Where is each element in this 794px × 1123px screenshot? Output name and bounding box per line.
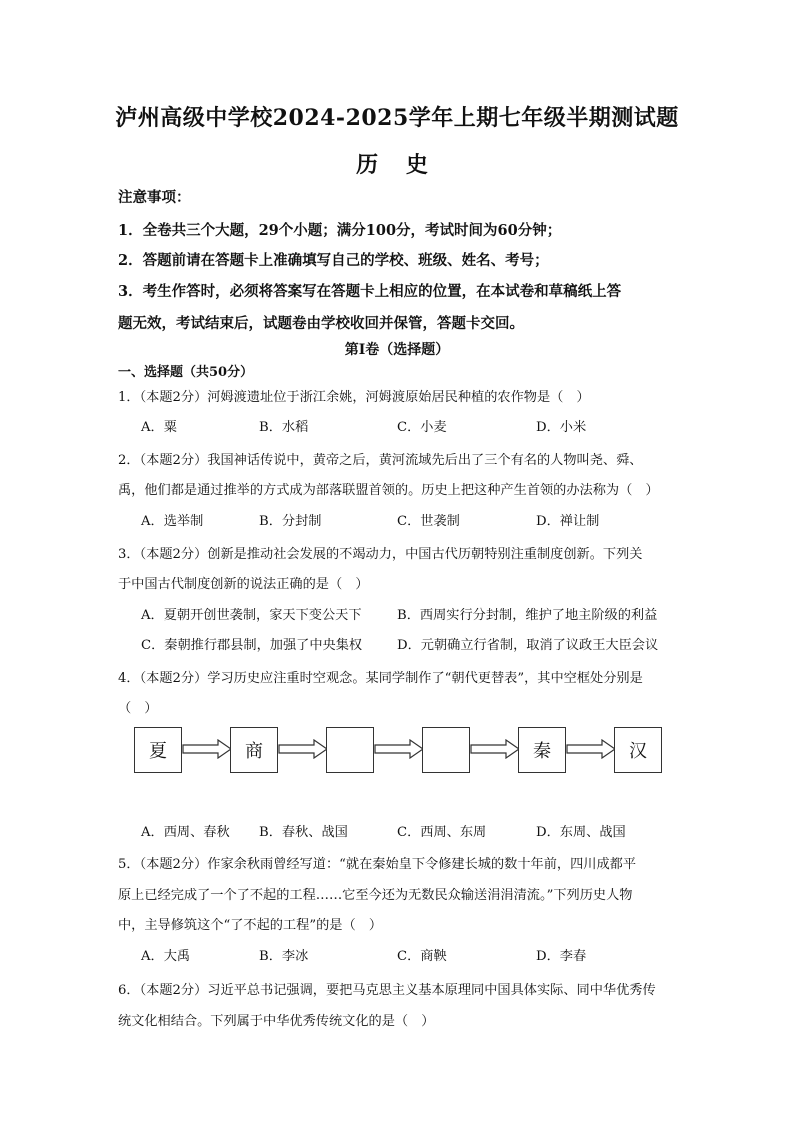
question-4-text: （ ） [118,701,158,716]
question-5-text: 原上已经完成了一个了不起的工程……它至今还为无数民众输送涓涓清流。”下列历史人物 [118,888,633,903]
question-2-text: 2．（本题2分）我国神话传说中，黄帝之后，黄河流域先后出了三个有名的人物叫尧、舜、 [118,453,643,468]
notice-line: 2．答题前请在答题卡上准确填写自己的学校、班级、姓名、考号； [118,252,549,269]
question-6-text: 统文化相结合。下列属于中华优秀传统文化的是（ ） [118,1014,435,1029]
flow-box-blank-1 [326,727,374,773]
q3-option-c: C．秦朝推行郡县制，加强了中央集权 [141,638,363,653]
arrow-right-icon [566,739,616,759]
part-title: 一、选择题（共50分） [118,365,254,380]
notice-line: 3．考生作答时，必须将答案写在答题卡上相应的位置，在本试卷和草稿纸上答 [118,283,622,300]
question-2-text: 禹，他们都是通过推举的方式成为部落联盟首领的。历史上把这种产生首领的办法称为（ ） [118,483,659,498]
flow-box-shang: 商 [230,727,278,773]
q4-option-a: A．西周、春秋 [141,825,230,840]
question-5-text: 5．（本题2分）作家余秋雨曾经写道：“就在秦始皇下令修建长城的数十年前，四川成都平 [118,857,637,872]
notice-heading: 注意事项： [118,189,191,206]
q2-option-a: A．选举制 [141,514,204,529]
question-3-text: 3．（本题2分）创新是推动社会发展的不竭动力，中国古代历朝特别注重制度创新。下列关 [118,547,643,562]
flow-box-blank-2 [422,727,470,773]
q3-option-a: A．夏朝开创世袭制，家天下变公天下 [141,608,362,623]
notice-line: 1．全卷共三个大题，29个小题；满分100分，考试时间为60分钟； [118,222,562,239]
arrow-right-icon [374,739,424,759]
question-6-text: 6．（本题2分）习近平总书记强调，要把马克思主义基本原理同中国具体实际、同中华优秀传 [118,983,656,998]
question-4-text: 4．（本题2分）学习历史应注重时空观念。某同学制作了“朝代更替表”，其中空框处分别是 [118,671,643,686]
q3-option-b: B．西周实行分封制，维护了地主阶级的利益 [397,608,658,623]
q1-option-a: A．粟 [141,420,177,435]
q1-option-d: D．小米 [536,420,587,435]
flow-box-qin: 秦 [518,727,566,773]
arrow-right-icon [182,739,232,759]
q4-option-d: D．东周、战国 [536,825,626,840]
q5-option-d: D．李春 [536,949,587,964]
q5-option-a: A．大禹 [141,949,191,964]
q1-option-c: C．小麦 [397,420,447,435]
section-title: 第Ⅰ卷（选择题） [344,342,450,358]
arrow-right-icon [470,739,520,759]
q2-option-d: D．禅让制 [536,514,600,529]
q1-option-b: B．水稻 [259,420,309,435]
flow-box-han: 汉 [614,727,662,773]
q3-option-d: D．元朝确立行省制，取消了议政王大臣会议 [397,638,659,653]
q2-option-b: B．分封制 [259,514,322,529]
question-5-text: 中，主导修筑这个“了不起的工程”的是（ ） [118,918,383,933]
question-3-text: 于中国古代制度创新的说法正确的是（ ） [118,577,369,592]
exam-title: 泸州高级中学校2024-2025学年上期七年级半期测试题 [115,105,679,131]
subject-title: 历 史 [356,152,438,178]
q4-option-c: C．西周、东周 [397,825,487,840]
flow-box-xia: 夏 [134,727,182,773]
question-1-text: 1．（本题2分）河姆渡遗址位于浙江余姚，河姆渡原始居民种植的农作物是（ ） [118,390,590,405]
q2-option-c: C．世袭制 [397,514,460,529]
q5-option-c: C．商鞅 [397,949,447,964]
arrow-right-icon [278,739,328,759]
notice-line: 题无效，考试结束后，试题卷由学校收回并保管，答题卡交回。 [118,315,524,332]
q4-option-b: B．春秋、战国 [259,825,348,840]
q5-option-b: B．李冰 [259,949,309,964]
